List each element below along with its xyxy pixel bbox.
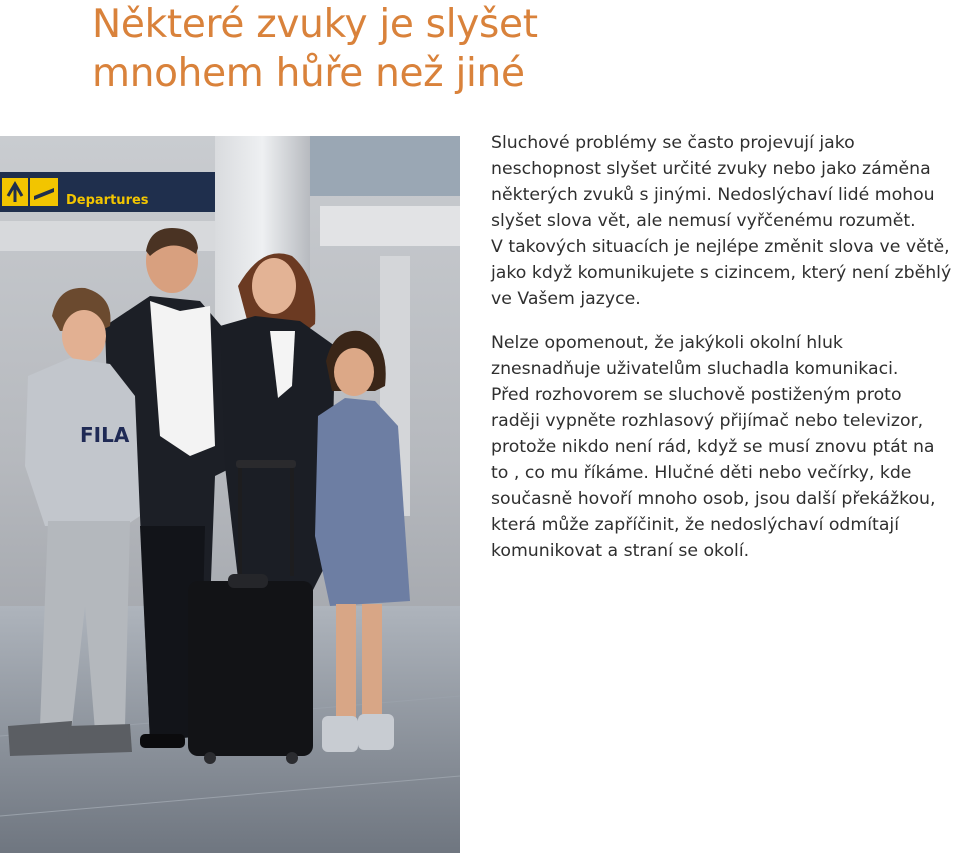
text-line: slyšet slova vět, ale nemusí vyřčenému rozumět.	[491, 211, 916, 231]
title-line-1: Některé zvuky je slyšet	[92, 2, 538, 47]
departures-sign	[0, 172, 215, 212]
text-line: současně hovoří mnoho osob, jsou další překážkou,	[491, 489, 936, 509]
text-line: neschopnost slyšet určité zvuky nebo jako záměna	[491, 159, 931, 179]
shirt-logo: FILA	[80, 423, 130, 447]
sign-text: Departures	[66, 193, 149, 208]
text-line: komunikovat a straní se okolí.	[491, 541, 750, 561]
paragraph-2	[491, 330, 959, 564]
text-line: Sluchové problémy se často projevují jako	[491, 133, 855, 153]
text-line: V takových situacích je nejlépe změnit slova ve větě,	[491, 237, 950, 257]
body-text	[491, 130, 959, 564]
title-line-2: mnohem hůře než jiné	[92, 51, 525, 96]
text-line: protože nikdo není rád, když se musí znovu ptát na	[491, 437, 935, 457]
text-line: některých zvuků s jinými. Nedoslýchaví lidé mohou	[491, 185, 935, 205]
window-background	[310, 136, 460, 196]
text-line: jako když komunikujete s cizincem, který není zběhlý	[491, 263, 952, 283]
text-line: raději vypněte rozhlasový přijímač nebo televizor,	[491, 411, 924, 431]
text-line: která může zapříčinit, že nedoslýchaví odmítají	[491, 515, 900, 535]
text-line: znesnadňuje uživatelům sluchadla komunikaci.	[491, 359, 899, 379]
text-line: Před rozhovorem se sluchově postiženým proto	[491, 385, 902, 405]
text-line: ve Vašem jazyce.	[491, 289, 641, 309]
family-airport-photo	[0, 136, 460, 853]
text-line: Nelze opomenout, že jakýkoli okolní hluk	[491, 333, 843, 353]
paragraph-1	[491, 130, 959, 312]
text-line: to , co mu říkáme. Hlučné děti nebo večírky, kde	[491, 463, 912, 483]
page-title	[92, 0, 792, 98]
